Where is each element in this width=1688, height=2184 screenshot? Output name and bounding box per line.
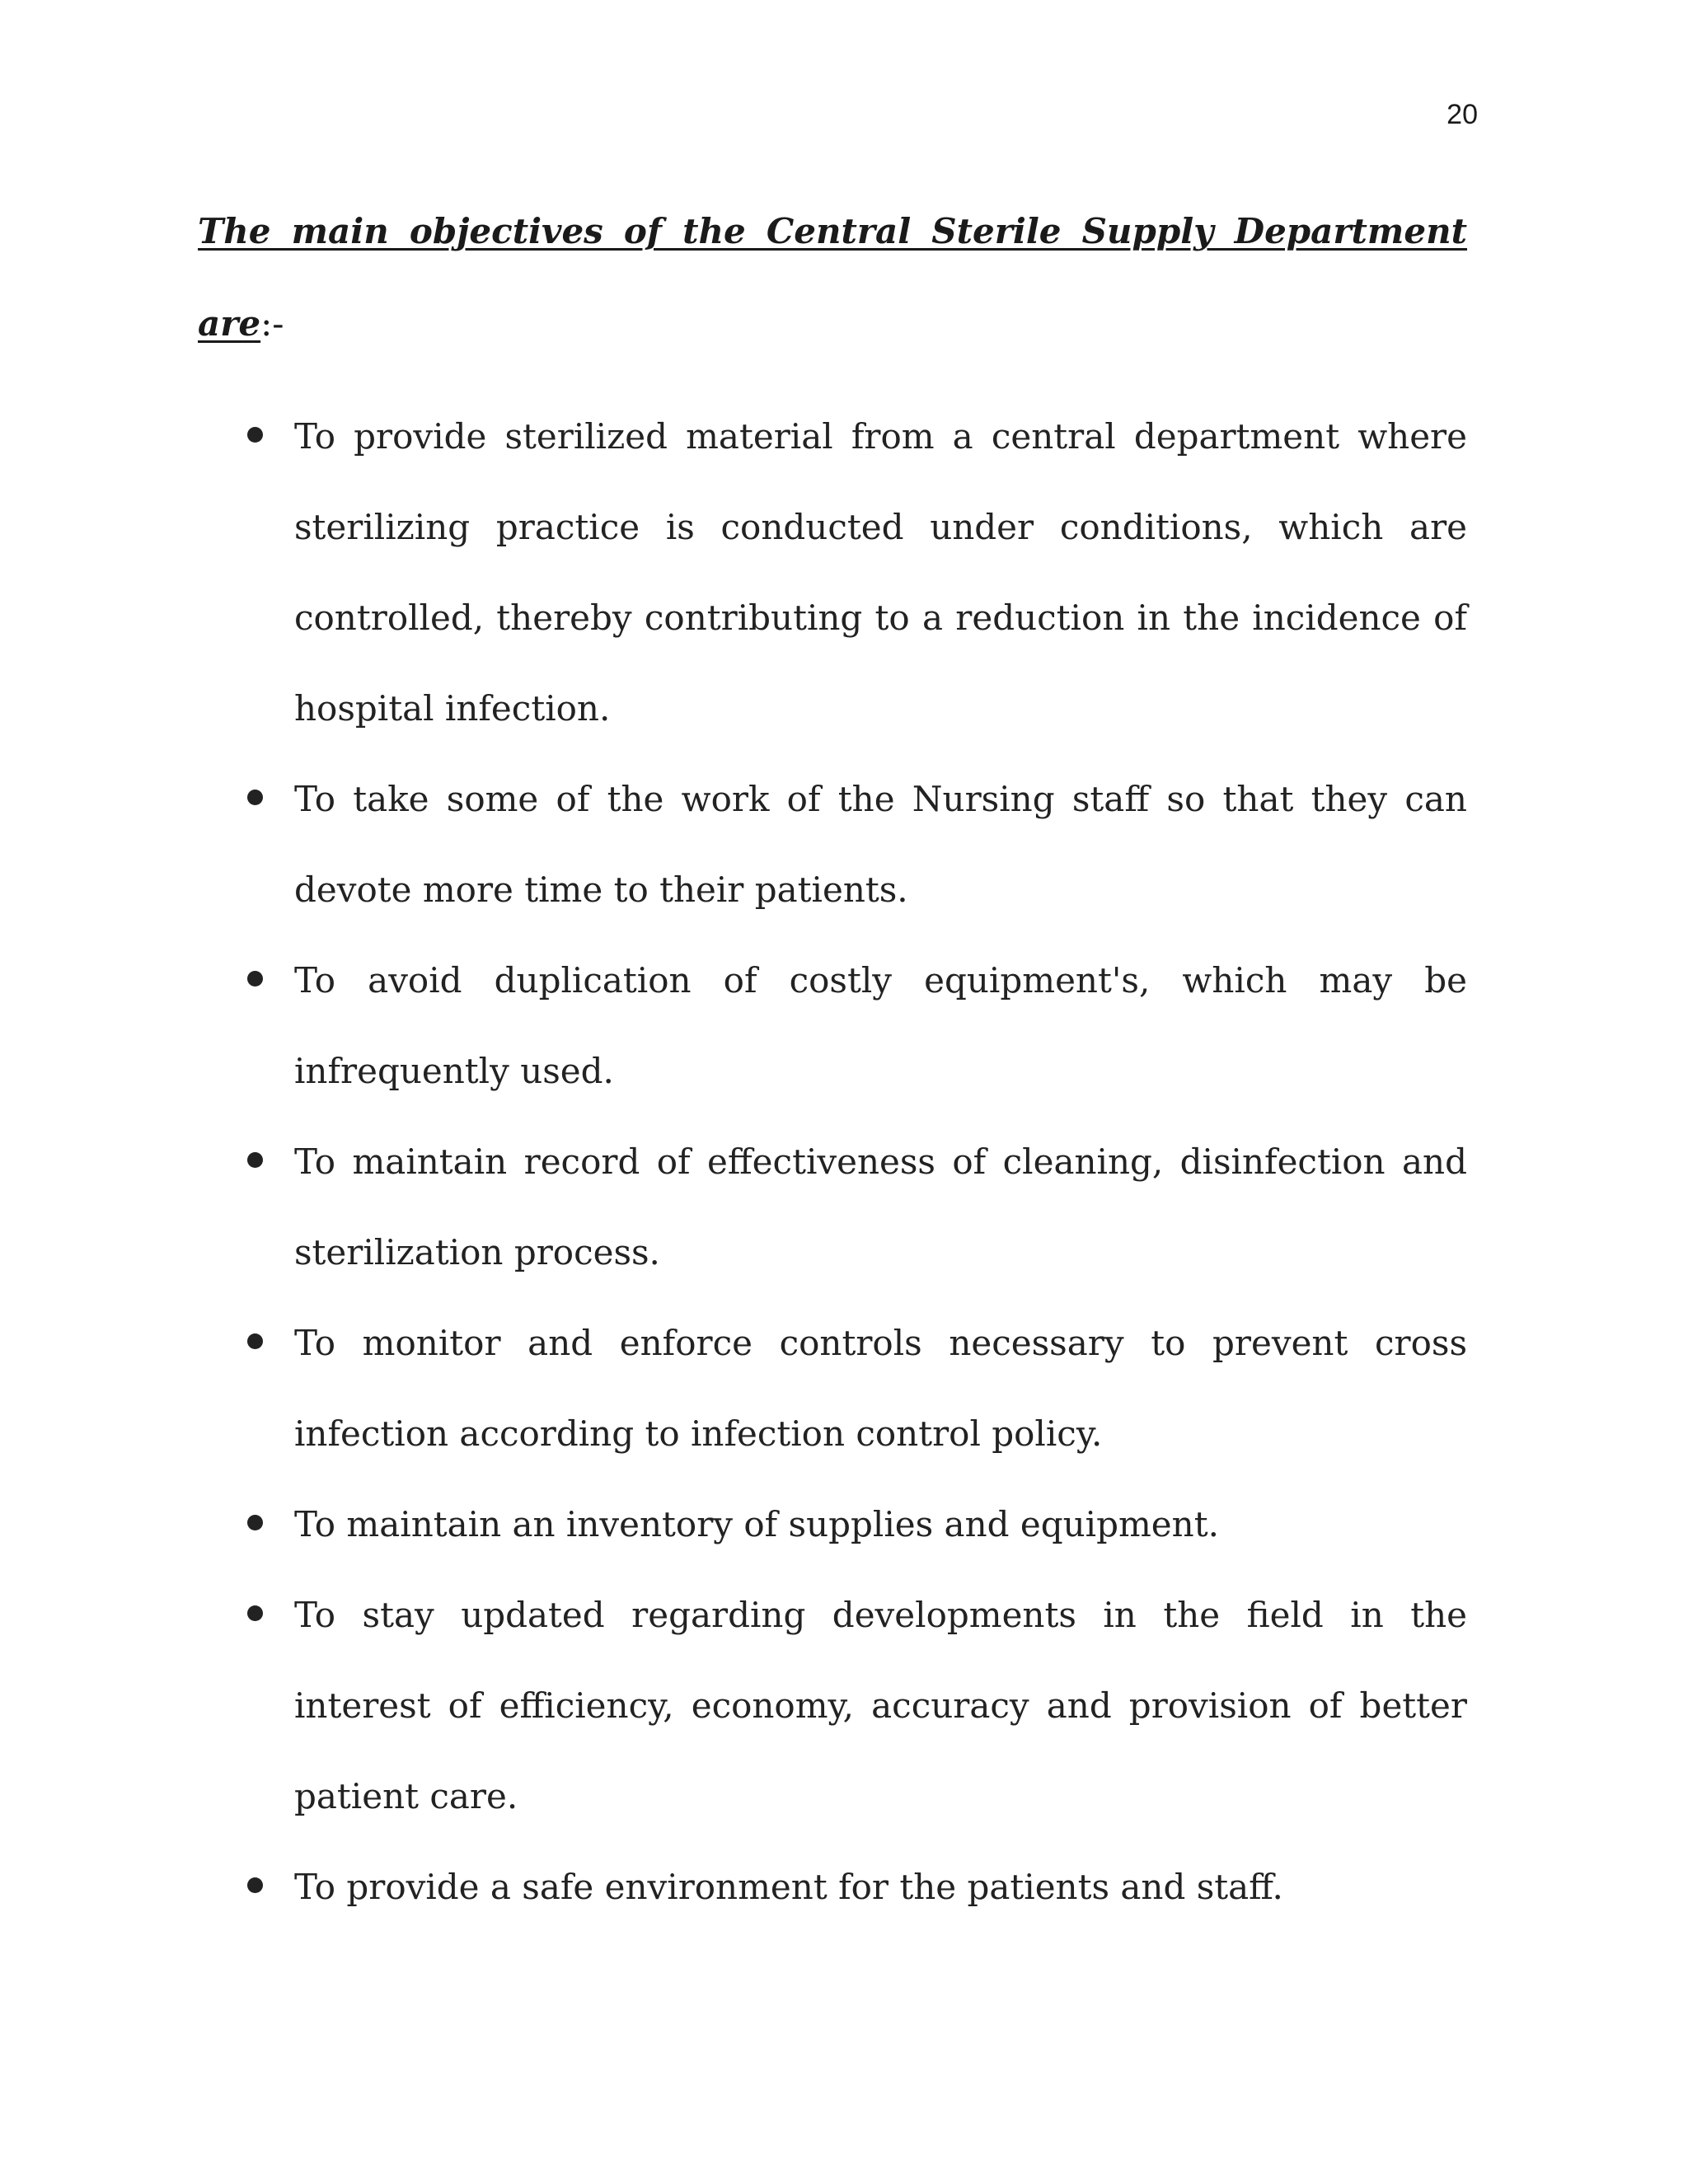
bullet-icon	[247, 1152, 263, 1168]
objective-item	[294, 935, 1467, 1117]
objective-text: To provide sterilized material from a central department where sterilizing practice is conducted under conditions, which are controlled, thereby contributing to a reduction in the incidence of hospital infection.	[294, 416, 1467, 729]
objective-item	[294, 1479, 1467, 1570]
bullet-icon	[247, 427, 263, 443]
section-heading	[198, 185, 1467, 370]
objective-item	[294, 1570, 1467, 1842]
objective-item	[294, 1298, 1467, 1479]
page-number: 20	[1447, 99, 1478, 130]
bullet-icon	[247, 1333, 263, 1349]
bullet-icon	[247, 1605, 263, 1621]
objective-text: To maintain record of effectiveness of cleaning, disinfection and sterilization process.	[294, 1141, 1467, 1272]
objective-text: To provide a safe environment for the patients and staff.	[294, 1867, 1283, 1907]
section-heading-text: The main objectives of the Central Sterile Supply Department are	[198, 211, 1467, 344]
bullet-icon	[247, 971, 263, 987]
objective-text: To maintain an inventory of supplies and equipment.	[294, 1504, 1219, 1544]
objective-item	[294, 754, 1467, 935]
objectives-list	[0, 391, 1688, 1933]
objective-text: To stay updated regarding developments in the field in the interest of efficiency, economy, accuracy and provision of better patient care.	[294, 1595, 1467, 1816]
objective-text: To monitor and enforce controls necessary to prevent cross infection according to infection control policy.	[294, 1323, 1467, 1454]
objective-text: To avoid duplication of costly equipment's, which may be infrequently used.	[294, 960, 1467, 1091]
bullet-icon	[247, 790, 263, 805]
section-heading-suffix: :-	[260, 303, 284, 344]
objective-item	[294, 391, 1467, 754]
objective-text: To take some of the work of the Nursing staff so that they can devote more time to their patients.	[294, 779, 1467, 910]
bullet-icon	[247, 1877, 263, 1893]
objective-item	[294, 1842, 1467, 1933]
objective-item	[294, 1117, 1467, 1298]
bullet-icon	[247, 1515, 263, 1530]
